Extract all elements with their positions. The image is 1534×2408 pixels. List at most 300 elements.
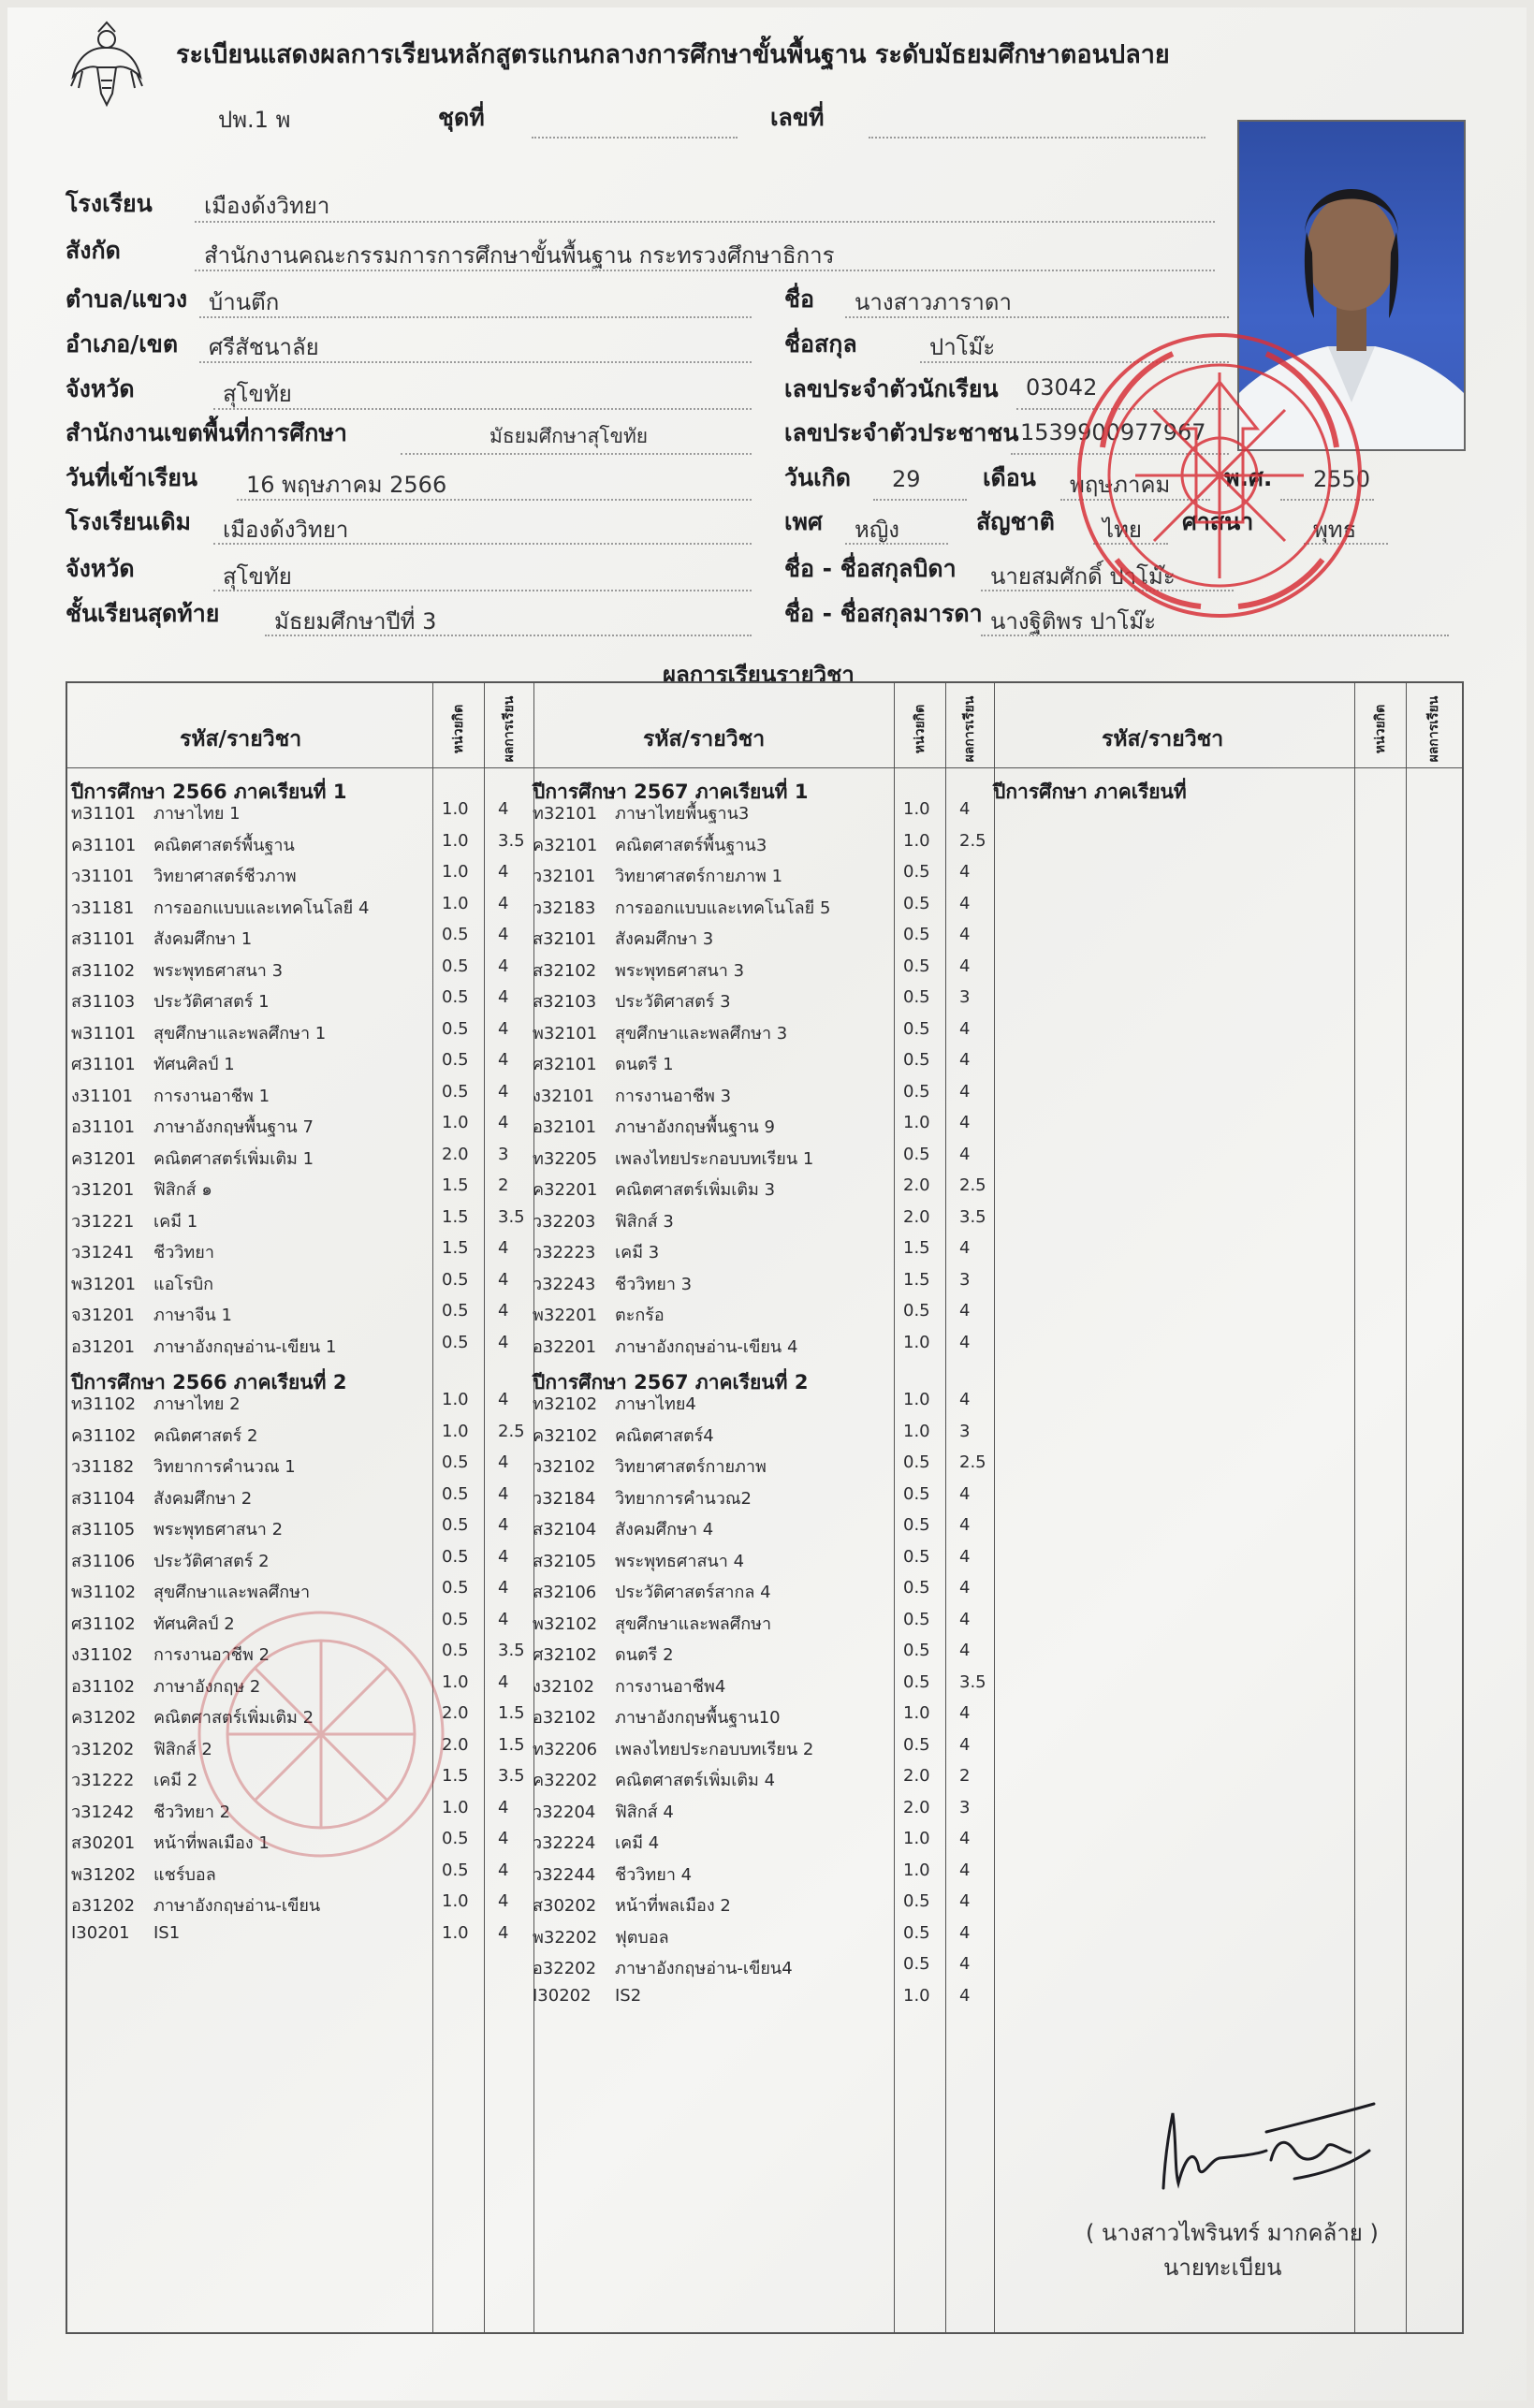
result-value: 4 <box>959 1641 971 1660</box>
grade-row <box>529 1578 987 1608</box>
grade-row <box>529 1703 987 1733</box>
subject-name: เพลงไทยประกอบบทเรียน 2 <box>615 1739 814 1759</box>
subject-name: ดนตรี 1 <box>615 1055 674 1074</box>
subject-name: การงานอาชีพ 1 <box>153 1086 270 1106</box>
subject-name: ประวัติศาสตร์ 2 <box>153 1551 270 1571</box>
credit-value: 0.5 <box>903 1609 930 1629</box>
credit-value: 0.5 <box>442 1829 469 1848</box>
credit-value: 2.0 <box>903 1175 930 1195</box>
result-value: 4 <box>959 1018 971 1039</box>
sex-label: เพศ <box>784 508 823 535</box>
credit-value: 0.5 <box>903 1018 930 1039</box>
subject-code: ว31201 <box>71 1180 135 1200</box>
result-value: 4 <box>959 1301 971 1321</box>
credit-value: 1.0 <box>442 893 469 913</box>
school-value: เมืองด้งวิทยา <box>204 193 330 219</box>
subject-name: ชีววิทยา 3 <box>615 1274 693 1294</box>
grade-row <box>67 1145 526 1175</box>
school-label: โรงเรียน <box>66 190 153 217</box>
grade-row <box>529 1735 987 1765</box>
subject-name: การงานอาชีพ 2 <box>153 1645 270 1665</box>
subject-code: ส31106 <box>71 1551 136 1571</box>
subject-code: ท31102 <box>71 1394 137 1414</box>
result-value: 3 <box>959 1797 971 1817</box>
result-header-1: ผลการเรียน <box>502 695 517 763</box>
credit-value: 1.5 <box>903 1269 930 1290</box>
credit-value: 0.5 <box>903 925 930 944</box>
subject-code: ว32244 <box>533 1864 596 1885</box>
subject-name: เคมี 2 <box>153 1771 198 1790</box>
grade-row <box>529 956 987 986</box>
subject-code: ง32101 <box>533 1086 595 1106</box>
grade-row <box>529 1082 987 1112</box>
result-value: 4 <box>498 1671 509 1692</box>
subject-code: ส32104 <box>533 1520 597 1540</box>
subject-code: ว31101 <box>71 867 135 886</box>
grade-row <box>529 1798 987 1828</box>
subject-name: ประวัติศาสตร์ 1 <box>153 992 270 1012</box>
result-value: 4 <box>959 893 971 913</box>
result-value: 4 <box>959 1332 971 1352</box>
subject-code: ค32101 <box>533 835 598 855</box>
set-number-label: ชุดที่ <box>438 104 485 131</box>
grade-row <box>529 831 987 861</box>
subject-name: ภาษาไทย 2 <box>153 1394 241 1414</box>
result-value: 2.5 <box>959 1175 986 1195</box>
grade-row <box>529 1986 987 2016</box>
registrar-position: นายทะเบียน <box>1163 2255 1282 2281</box>
credit-value: 0.5 <box>903 1081 930 1102</box>
last-level-label: ชั้นเรียนสุดท้าย <box>66 600 220 627</box>
grade-row <box>529 1019 987 1049</box>
father-label: ชื่อ - ชื่อสกุลบิดา <box>784 555 957 582</box>
previous-province-label: จังหวัด <box>66 555 135 582</box>
result-value: 4 <box>959 956 971 976</box>
affiliation-label: สังกัด <box>66 237 121 264</box>
previous-province-value: สุโขทัย <box>223 563 292 590</box>
result-value: 3 <box>959 987 971 1007</box>
subject-name: แอโรบิก <box>153 1274 214 1294</box>
subject-name: ภาษาไทยพื้นฐาน3 <box>615 804 750 824</box>
credit-value: 1.0 <box>442 830 469 851</box>
grade-row <box>529 1207 987 1237</box>
credit-value: 0.5 <box>903 893 930 913</box>
credit-value: 0.5 <box>903 1922 930 1943</box>
subject-code: อ31101 <box>71 1117 136 1137</box>
result-value: 4 <box>959 1390 971 1409</box>
credit-value: 0.5 <box>442 1483 469 1504</box>
credit-value: 1.5 <box>442 1238 469 1258</box>
province-label: จังหวัด <box>66 375 135 402</box>
subject-name: เคมี 1 <box>153 1211 198 1232</box>
term-heading: ปีการศึกษา 2566 ภาคเรียนที่ 1 <box>71 781 347 803</box>
subject-code: ศ31102 <box>71 1613 136 1634</box>
result-value: 4 <box>498 1922 509 1943</box>
result-value: 3.5 <box>498 1206 525 1227</box>
subject-code: ส32105 <box>533 1551 597 1571</box>
subject-name: เคมี 3 <box>615 1243 660 1262</box>
subject-code: ศ31101 <box>71 1055 136 1074</box>
credit-value: 0.5 <box>903 1954 930 1974</box>
subject-code: อ32101 <box>533 1117 597 1137</box>
subject-code: ส31104 <box>71 1488 136 1509</box>
subject-code: ส31101 <box>71 929 136 949</box>
result-value: 4 <box>498 1483 509 1504</box>
result-value: 4 <box>498 1332 509 1352</box>
subject-name: สุขศึกษาและพลศึกษา <box>615 1613 772 1634</box>
credit-value: 2.0 <box>903 1206 930 1227</box>
subject-code: อ31202 <box>71 1896 136 1916</box>
credit-value: 0.5 <box>442 1641 469 1660</box>
subject-name: ภาษาจีน 1 <box>153 1306 232 1325</box>
subject-name: คณิตศาสตร์เพิ่มเติม 3 <box>615 1180 776 1200</box>
subject-code: พ32102 <box>533 1613 598 1634</box>
result-value: 4 <box>959 1922 971 1943</box>
subject-code: ว32243 <box>533 1274 596 1294</box>
district-value: ศรีสัชนาลัย <box>209 334 319 360</box>
sex-value: หญิง <box>855 517 899 543</box>
subject-name: หน้าที่พลเมือง 2 <box>615 1896 731 1916</box>
credit-value: 2.0 <box>442 1734 469 1755</box>
result-value: 4 <box>959 1144 971 1164</box>
subject-name: ภาษาไทย 1 <box>153 804 241 824</box>
result-value: 4 <box>498 1797 509 1817</box>
result-value: 3 <box>498 1144 509 1164</box>
result-value: 4 <box>498 1113 509 1132</box>
result-value: 2 <box>959 1766 971 1786</box>
subject-code: I30201 <box>71 1922 130 1943</box>
nationality-value: ไทย <box>1103 517 1142 543</box>
subject-name: คณิตศาสตร์เพิ่มเติม 1 <box>153 1148 314 1169</box>
result-value: 4 <box>498 1891 509 1911</box>
grade-row <box>529 1766 987 1796</box>
grade-row <box>67 862 526 892</box>
result-value: 4 <box>959 1829 971 1848</box>
credit-value: 1.0 <box>903 1703 930 1723</box>
subject-name: พระพุทธศาสนา 3 <box>153 960 284 981</box>
result-header-3: ผลการเรียน <box>1426 695 1441 763</box>
credit-value: 1.0 <box>442 1797 469 1817</box>
subject-code: ศ32102 <box>533 1645 597 1665</box>
subject-code: ส32103 <box>533 992 597 1012</box>
subject-name: ฟิสิกส์ ๑ <box>153 1180 212 1200</box>
subject-code: จ31201 <box>71 1306 135 1325</box>
subject-name: ดนตรี 2 <box>615 1645 674 1665</box>
grade-row <box>67 1515 526 1545</box>
subject-name: การงานอาชีพ4 <box>615 1676 726 1697</box>
grade-row <box>67 1113 526 1143</box>
religion-value: พุทธ <box>1313 517 1357 543</box>
birth-year-value: 2550 <box>1313 466 1371 492</box>
subject-code: ท32205 <box>533 1148 598 1169</box>
result-value: 4 <box>498 1578 509 1598</box>
subject-name: คณิตศาสตร์ 2 <box>153 1425 258 1446</box>
grade-row <box>67 1238 526 1268</box>
subject-code: ว32203 <box>533 1211 596 1232</box>
subject-name: ภาษาไทย4 <box>615 1394 696 1414</box>
mother-value: นางฐิติพร ปาโม๊ะ <box>990 608 1157 635</box>
subject-code: พ31101 <box>71 1023 137 1043</box>
credit-value: 0.5 <box>442 1269 469 1290</box>
term-heading: ปีการศึกษา ภาคเรียนที่ <box>993 781 1187 803</box>
grade-row <box>67 925 526 955</box>
grades-table <box>66 681 1464 2334</box>
credit-value: 1.0 <box>903 830 930 851</box>
subject-name: วิทยาการคำนวณ 1 <box>153 1457 296 1477</box>
subject-code: ว32102 <box>533 1457 596 1477</box>
subject-name: IS2 <box>615 1985 642 2006</box>
faint-seal-icon <box>185 1598 457 1870</box>
grade-row <box>67 956 526 986</box>
subject-name: การออกแบบและเทคโนโลยี 4 <box>153 898 370 918</box>
subject-name: การออกแบบและเทคโนโลยี 5 <box>615 898 831 918</box>
credit-header-1: หน่วยกิต <box>451 704 466 754</box>
nationality-label: สัญชาติ <box>976 508 1055 535</box>
subject-code: ส32101 <box>533 929 597 949</box>
subject-code: ว32223 <box>533 1243 596 1262</box>
term-heading: ปีการศึกษา 2567 ภาคเรียนที่ 1 <box>533 781 809 803</box>
credit-value: 0.5 <box>442 1301 469 1321</box>
citizen-id-label: เลขประจำตัวประชาชน <box>784 419 1019 446</box>
result-value: 4 <box>498 956 509 976</box>
subject-code: ว32184 <box>533 1488 596 1509</box>
subject-code: ส30202 <box>533 1896 597 1916</box>
grade-row <box>67 1547 526 1577</box>
subject-name: สุขศึกษาและพลศึกษา <box>153 1583 311 1602</box>
subject-name: ภาษาอังกฤษพื้นฐาน 9 <box>615 1117 775 1137</box>
credit-value: 1.0 <box>903 1829 930 1848</box>
birth-month-label: เดือน <box>983 464 1036 491</box>
result-value: 4 <box>959 1578 971 1598</box>
subject-name: พระพุทธศาสนา 3 <box>615 960 745 981</box>
credit-value: 1.0 <box>903 1332 930 1352</box>
subject-name: สังคมศึกษา 4 <box>615 1520 714 1540</box>
subject-name: ภาษาอังกฤษพื้นฐาน10 <box>615 1708 781 1728</box>
credit-value: 0.5 <box>442 1515 469 1535</box>
credit-value: 0.5 <box>903 1641 930 1660</box>
grade-row <box>529 925 987 955</box>
credit-value: 1.0 <box>442 1891 469 1911</box>
result-value: 4 <box>959 1050 971 1070</box>
grade-row <box>67 1891 526 1921</box>
subject-name: สุขศึกษาและพลศึกษา 3 <box>615 1023 788 1043</box>
result-value: 3 <box>959 1421 971 1441</box>
result-value: 4 <box>959 1113 971 1132</box>
entry-date-value: 16 พฤษภาคม 2566 <box>246 472 447 498</box>
result-value: 4 <box>959 862 971 882</box>
term-heading: ปีการศึกษา 2567 ภาคเรียนที่ 2 <box>533 1371 809 1394</box>
grade-row <box>67 1050 526 1080</box>
credit-value: 2.0 <box>442 1144 469 1164</box>
subject-code: ว31222 <box>71 1771 135 1790</box>
subject-code: ท31101 <box>71 804 137 824</box>
subject-code: ค31101 <box>71 835 137 855</box>
subject-code: I30202 <box>533 1985 592 2006</box>
result-value: 3 <box>959 1269 971 1290</box>
subject-name: ชีววิทยา <box>153 1243 214 1262</box>
grade-row <box>529 1301 987 1331</box>
credit-value: 1.0 <box>442 1113 469 1132</box>
credit-value: 1.0 <box>442 1671 469 1692</box>
credit-value: 0.5 <box>442 1546 469 1567</box>
credit-value: 1.0 <box>903 1860 930 1880</box>
subject-name: ภาษาอังกฤษอ่าน-เขียน 4 <box>615 1336 798 1357</box>
subject-name: ชีววิทยา 2 <box>153 1802 231 1822</box>
subject-name: ฟิสิกส์ 4 <box>615 1802 674 1822</box>
religion-label: ศาสนา <box>1182 508 1254 535</box>
subject-code: ส31103 <box>71 992 136 1012</box>
result-value: 1.5 <box>498 1703 525 1723</box>
grade-row <box>67 1923 526 1953</box>
subdistrict-value: บ้านตึก <box>209 289 280 315</box>
credit-value: 0.5 <box>903 987 930 1007</box>
credit-value: 0.5 <box>442 1452 469 1472</box>
subject-name: ภาษาอังกฤษ 2 <box>153 1676 261 1697</box>
grade-row <box>529 1145 987 1175</box>
credit-value: 0.5 <box>903 1578 930 1598</box>
student-surname-label: ชื่อสกุล <box>784 330 857 358</box>
subject-name: ฟุตบอล <box>615 1927 669 1948</box>
subject-code: ว32101 <box>533 867 596 886</box>
credit-value: 0.5 <box>442 1050 469 1070</box>
result-value: 4 <box>959 1954 971 1974</box>
subject-code: อ31201 <box>71 1336 136 1357</box>
result-value: 4 <box>959 1860 971 1880</box>
credit-value: 1.0 <box>903 799 930 819</box>
grade-row <box>529 1891 987 1921</box>
credit-value: 0.5 <box>903 1515 930 1535</box>
credit-value: 0.5 <box>442 1018 469 1039</box>
credit-value: 1.0 <box>442 1390 469 1409</box>
credit-value: 1.0 <box>903 1113 930 1132</box>
result-value: 4 <box>959 799 971 819</box>
subject-code: ส32102 <box>533 960 597 981</box>
subject-code: ส31102 <box>71 960 136 981</box>
subject-code: ว31242 <box>71 1802 135 1822</box>
subject-name: การงานอาชีพ 3 <box>615 1086 732 1106</box>
credit-header-3: หน่วยกิต <box>1373 704 1388 754</box>
subject-code: พ32202 <box>533 1927 598 1948</box>
grade-row <box>67 894 526 924</box>
result-value: 4 <box>498 1390 509 1409</box>
result-value: 2.5 <box>498 1421 525 1441</box>
grade-row <box>529 894 987 924</box>
subject-header-3: รหัส/รายวิชา <box>1102 727 1224 752</box>
subject-name: คณิตศาสตร์พื้นฐาน <box>153 835 295 855</box>
grade-row <box>67 1390 526 1420</box>
result-value: 4 <box>498 1301 509 1321</box>
grade-row <box>67 1082 526 1112</box>
grade-row <box>529 1422 987 1452</box>
credit-value: 0.5 <box>903 1671 930 1692</box>
result-value: 3.5 <box>498 830 525 851</box>
term-heading: ปีการศึกษา 2566 ภาคเรียนที่ 2 <box>71 1371 347 1394</box>
subject-code: อ32201 <box>533 1336 597 1357</box>
result-value: 4 <box>498 1050 509 1070</box>
subject-name: ภาษาอังกฤษอ่าน-เขียน4 <box>615 1959 793 1978</box>
grade-row <box>529 1547 987 1577</box>
subject-code: ค32102 <box>533 1425 598 1446</box>
subject-code: อ32102 <box>533 1708 597 1728</box>
grade-row <box>529 1641 987 1671</box>
credit-value: 1.0 <box>903 1390 930 1409</box>
subject-name: วิทยาศาสตร์กายภาพ 1 <box>615 867 783 886</box>
father-value: นายสมศักดิ์ ปาโม๊ะ <box>990 563 1176 590</box>
citizen-id-value: 1539900977967 <box>1020 419 1206 445</box>
subject-name: ชีววิทยา 4 <box>615 1864 693 1885</box>
grade-row <box>529 862 987 892</box>
subject-code: ว32204 <box>533 1802 596 1822</box>
credit-value: 0.5 <box>442 1860 469 1880</box>
subject-name: ฟิสิกส์ 3 <box>615 1211 674 1232</box>
subject-code: ว31221 <box>71 1211 135 1232</box>
grade-row <box>529 1672 987 1702</box>
subject-name: ประวัติศาสตร์สากล 4 <box>615 1583 771 1602</box>
subject-name: พระพุทธศาสนา 4 <box>615 1551 745 1571</box>
subject-name: วิทยาศาสตร์กายภาพ <box>615 1457 767 1477</box>
result-value: 1.5 <box>498 1734 525 1755</box>
subject-code: ง31101 <box>71 1086 134 1106</box>
area-office-label: สำนักงานเขตพื้นที่การศึกษา <box>66 419 347 446</box>
previous-school-label: โรงเรียนเดิม <box>66 508 192 535</box>
registrar-name: ( นางสาวไพรินทร์ มากคล้าย ) <box>1086 2220 1379 2246</box>
credit-value: 0.5 <box>442 1081 469 1102</box>
subject-name: แชร์บอล <box>153 1864 216 1885</box>
grade-row <box>67 1484 526 1514</box>
subject-code: ว31241 <box>71 1243 135 1262</box>
school-seal-icon <box>1060 288 1379 663</box>
credit-value: 0.5 <box>903 1144 930 1164</box>
subject-name: หน้าที่พลเมือง 1 <box>153 1833 270 1853</box>
grade-row <box>529 799 987 829</box>
grade-row <box>529 1484 987 1514</box>
subject-code: อ32202 <box>533 1959 597 1978</box>
grade-row <box>67 1422 526 1452</box>
result-value: 3.5 <box>498 1766 525 1786</box>
result-value: 4 <box>498 1515 509 1535</box>
grade-row <box>529 1452 987 1482</box>
credit-value: 1.0 <box>442 1922 469 1943</box>
grade-row <box>67 1301 526 1331</box>
grade-row <box>529 1954 987 1984</box>
grade-row <box>67 1019 526 1049</box>
credit-value: 1.0 <box>442 1421 469 1441</box>
grade-row <box>67 1270 526 1300</box>
result-value: 4 <box>498 1018 509 1039</box>
grade-row <box>529 1175 987 1205</box>
subject-code: พ32101 <box>533 1023 598 1043</box>
credit-value: 0.5 <box>442 987 469 1007</box>
grade-row <box>529 1829 987 1859</box>
birth-month-value: พฤษภาคม <box>1070 472 1171 498</box>
grade-row <box>67 987 526 1017</box>
grade-row <box>529 1238 987 1268</box>
grade-row <box>529 1923 987 1953</box>
transcript-page <box>7 7 1527 2401</box>
subject-name: สังคมศึกษา 2 <box>153 1488 253 1509</box>
subdistrict-label: ตำบล/แขวง <box>66 285 188 313</box>
result-value: 4 <box>498 1269 509 1290</box>
subject-name: ทัศนศิลป์ 2 <box>153 1613 235 1634</box>
subject-code: พ32201 <box>533 1306 598 1325</box>
grade-row <box>529 1861 987 1890</box>
result-value: 3.5 <box>959 1206 986 1227</box>
result-value: 4 <box>959 1734 971 1755</box>
result-header-2: ผลการเรียน <box>962 695 977 763</box>
subject-code: ส30201 <box>71 1833 136 1853</box>
subject-code: พ31102 <box>71 1583 137 1602</box>
credit-value: 1.0 <box>903 1421 930 1441</box>
